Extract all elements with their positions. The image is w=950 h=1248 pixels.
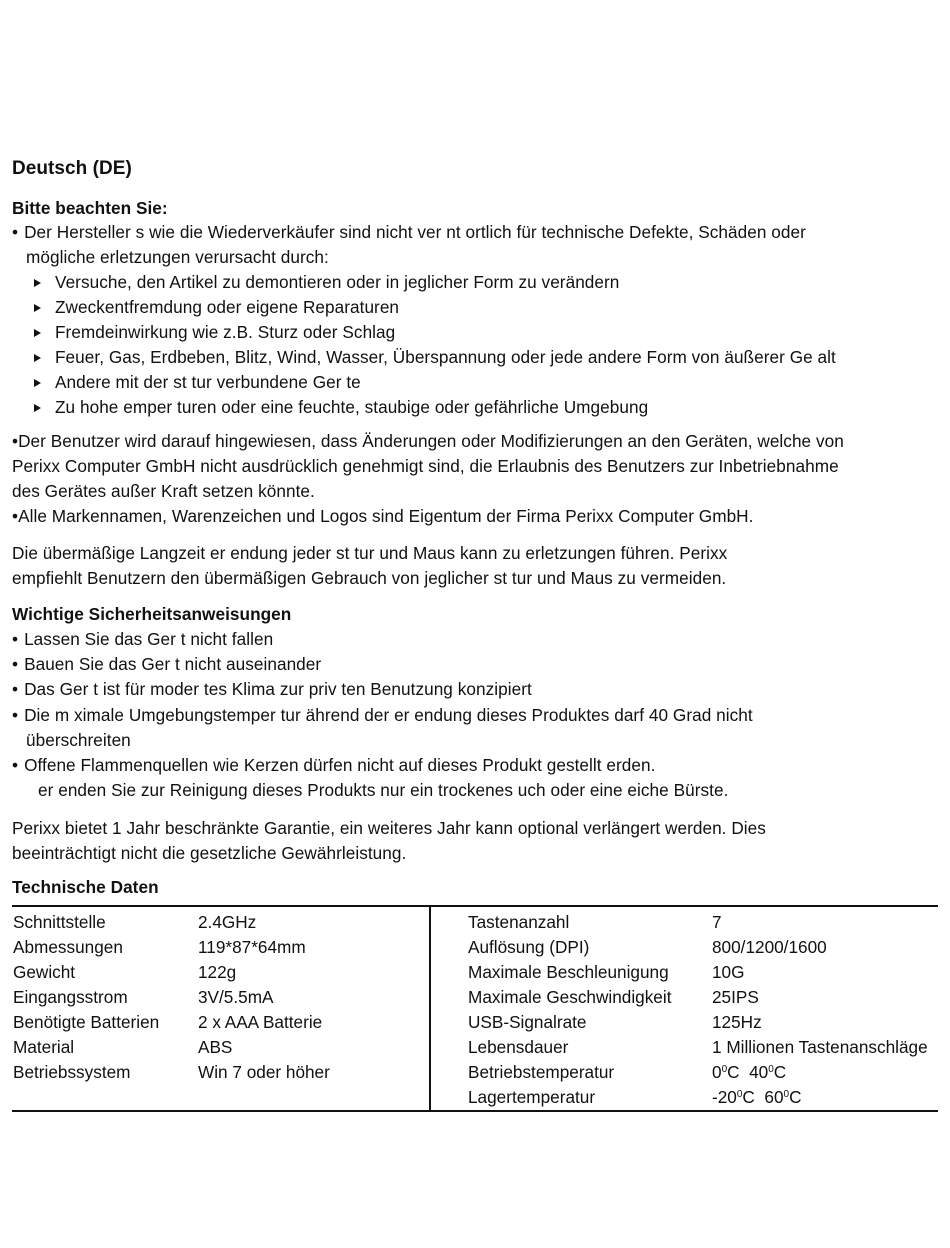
temp-unit: C (742, 1087, 755, 1107)
usage-line: empfiehlt Benutzern den übermäßigen Gebrauch von jeglicher st tur und Maus zu vermeiden. (12, 568, 727, 588)
spec-label: Eingangsstrom (13, 987, 128, 1007)
safety-item-cont: er enden Sie zur Reinigung dieses Produkts nur ein trockenes uch oder eine eiche Bürste. (38, 780, 729, 800)
spec-label: Gewicht (13, 962, 76, 982)
cause-item (34, 371, 361, 393)
spec-label: Schnittstelle (13, 912, 106, 932)
spec-value: 7 (712, 912, 722, 932)
notice-title: Bitte beachten Sie: (12, 198, 168, 218)
storage-temperature-value (712, 1086, 802, 1108)
warranty-line: beeinträchtigt nicht die gesetzliche Gewährleistung. (12, 843, 407, 863)
safety-item (12, 628, 273, 650)
cause-text: Versuche, den Artikel zu demontieren oder in jeglicher Form zu verändern (55, 272, 620, 292)
cause-text: Zu hohe emper turen oder eine feuchte, staubige oder gefährliche Umgebung (55, 397, 649, 417)
user-notice-line: des Gerätes außer Kraft setzen könnte. (12, 481, 315, 501)
spec-value: 3V/5.5mA (198, 987, 274, 1007)
spec-label: USB-Signalrate (468, 1012, 587, 1032)
degree-mark: 0 (768, 1064, 774, 1075)
safety-item-cont: überschreiten (26, 730, 131, 750)
spec-value: 1 Millionen Tastenanschläge (712, 1037, 928, 1057)
spec-label: Auflösung (DPI) (468, 937, 590, 957)
cause-item (34, 271, 619, 293)
safety-item (12, 704, 753, 726)
safety-item (12, 653, 321, 675)
specs-column-divider (429, 907, 431, 1110)
spec-value: 2 x AAA Batterie (198, 1012, 323, 1032)
cause-item (34, 296, 399, 318)
temp-low: 0 (712, 1062, 722, 1082)
spec-label: Maximale Geschwindigkeit (468, 987, 672, 1007)
spec-label: Tastenanzahl (468, 912, 570, 932)
safety-item-text: Das Ger t ist für moder tes Klima zur priv ten Benutzung konzipiert (24, 679, 532, 699)
specs-table (12, 905, 938, 1112)
temp-unit: C (773, 1062, 787, 1082)
temp-low: -20 (712, 1087, 737, 1107)
user-notice-line: •Der Benutzer wird darauf hingewiesen, dass Änderungen oder Modifizierungen an den Geräten, welche von (12, 431, 844, 451)
safety-item-text: Offene Flammenquellen wie Kerzen dürfen nicht auf dieses Produkt gestellt erden. (24, 755, 656, 775)
spec-label: Betriebstemperatur (468, 1062, 615, 1082)
triangle-bullet-icon (34, 329, 41, 337)
spec-value: 800/1200/1600 (712, 937, 827, 957)
triangle-bullet-icon (34, 354, 41, 362)
temp-unit: C (789, 1087, 802, 1107)
degree-mark: 0 (783, 1089, 790, 1100)
degree-mark: 0 (736, 1089, 743, 1100)
triangle-bullet-icon (34, 304, 41, 312)
spec-label: Betriebssystem (13, 1062, 131, 1082)
spec-label: Abmessungen (13, 937, 123, 957)
safety-item-text: Bauen Sie das Ger t nicht auseinander (24, 654, 322, 674)
usage-line: Die übermäßige Langzeit er endung jeder st tur und Maus kann zu erletzungen führen. Perixx (12, 543, 728, 563)
cause-text: Andere mit der st tur verbundene Ger te (55, 372, 361, 392)
user-notice-line: Perixx Computer GmbH nicht ausdrücklich genehmigt sind, die Erlaubnis des Benutzers zur Inbetriebnahme (12, 456, 839, 476)
page-title: Deutsch (DE) (12, 158, 132, 179)
degree-mark: 0 (721, 1064, 728, 1075)
brands-notice: •Alle Markennamen, Warenzeichen und Logos sind Eigentum der Firma Perixx Computer GmbH. (12, 506, 754, 526)
operating-temperature-value (712, 1061, 786, 1083)
spec-value: 125Hz (712, 1012, 762, 1032)
specs-title: Technische Daten (12, 877, 159, 897)
cause-text: Fremdeinwirkung wie z.B. Sturz oder Schlag (55, 322, 396, 342)
triangle-bullet-icon (34, 379, 41, 387)
cause-text: Zweckentfremdung oder eigene Reparaturen (55, 297, 400, 317)
triangle-bullet-icon (34, 404, 41, 412)
spec-value: 119*87*64mm (198, 937, 306, 957)
spec-label: Benötigte Batterien (13, 1012, 160, 1032)
spec-label: Lagertemperatur (468, 1087, 596, 1107)
safety-item-text: Lassen Sie das Ger t nicht fallen (24, 629, 274, 649)
spec-value: 122g (198, 962, 237, 982)
cause-text: Feuer, Gas, Erdbeben, Blitz, Wind, Wasser, Überspannung oder jede andere Form von äußerer Ge alt (55, 347, 836, 367)
safety-title: Wichtige Sicherheitsanweisungen (12, 604, 292, 624)
temp-high: 60 (764, 1087, 784, 1107)
notice-intro-cont: mögliche erletzungen verursacht durch: (26, 247, 329, 267)
spec-value: 25IPS (712, 987, 759, 1007)
spec-label: Material (13, 1037, 75, 1057)
cause-item (34, 321, 395, 343)
cause-item (34, 396, 648, 418)
spec-value: ABS (198, 1037, 233, 1057)
notice-intro-text: Der Hersteller s wie die Wiederverkäufer sind nicht ver nt ortlich für technische Defekte, Schäden oder (24, 222, 806, 242)
spec-label: Lebensdauer (468, 1037, 569, 1057)
safety-item (12, 754, 655, 776)
cause-item (34, 346, 836, 368)
safety-item (12, 678, 532, 700)
spec-label: Maximale Beschleunigung (468, 962, 669, 982)
spec-value: 10G (712, 962, 745, 982)
spec-value: Win 7 oder höher (198, 1062, 330, 1082)
spec-value: 2.4GHz (198, 912, 257, 932)
warranty-line: Perixx bietet 1 Jahr beschränkte Garantie, ein weiteres Jahr kann optional verlängert werden. Dies (12, 818, 766, 838)
temp-high: 40 (749, 1062, 769, 1082)
triangle-bullet-icon (34, 279, 41, 287)
safety-item-text: Die m ximale Umgebungstemper tur ährend der er endung dieses Produktes darf 40 Grad nicht (24, 705, 753, 725)
temp-unit: C (727, 1062, 740, 1082)
notice-intro (12, 221, 806, 243)
